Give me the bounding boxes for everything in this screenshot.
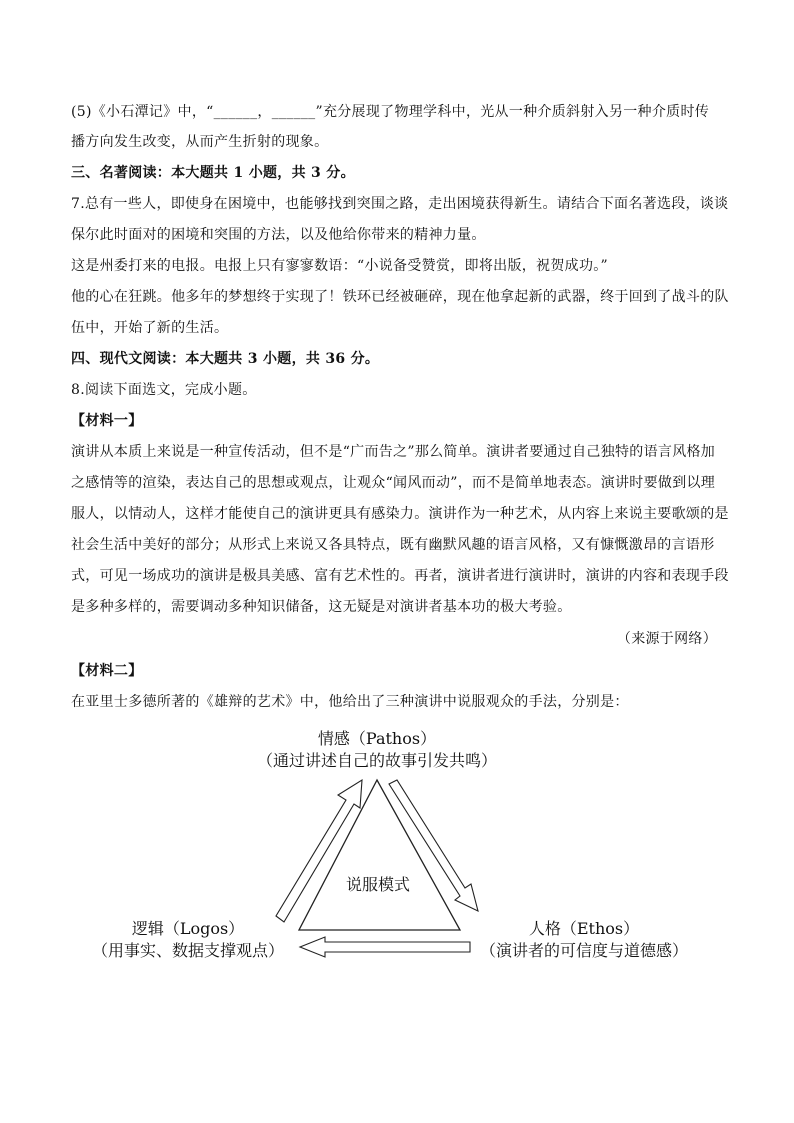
question-8-intro: 8.阅读下面选文，完成小题。 [71,382,257,398]
material-1-line: 社会生活中美好的部分；从形式上来说又各具特点，既有幽默风趣的语言风格，又有慷慨激昂的言语形 [71,537,715,553]
section-3-heading: 三、名著阅读：本大题共 1 小题，共 3 分。 [71,165,355,181]
material-1-line: 是多种多样的，需要调动多种知识储备，这无疑是对演讲者基本功的极大考验。 [71,599,572,615]
arrow-right-to-left [300,937,470,957]
node-top-desc: （通过讲述自己的故事引发共鸣） [256,751,498,770]
node-left-label: 逻辑（Logos） [131,919,245,938]
persuasion-model-diagram [0,720,794,980]
question-7-excerpt-line-1: 这是州委打来的电报。电报上只有寥寥数语：“小说备受赞赏，即将出版，祝贺成功。” [71,258,609,274]
question-7-line-1: 7.总有一些人，即使身在困境中，也能够找到突围之路，走出困境获得新生。请结合下面名著选段，谈谈 [71,196,729,212]
material-1-title: 【材料一】 [71,413,143,429]
node-top-label: 情感（Pathos） [317,729,437,748]
arrow-left-to-top [276,780,362,922]
question-6-5-line-1: (5)《小石潭记》中，“______，______”充分展现了物理学科中，光从一种介质斜射入另一种介质时传 [71,104,710,120]
section-4-heading: 四、现代文阅读：本大题共 3 小题，共 36 分。 [71,351,380,367]
material-1-source: （来源于网络） [616,631,717,647]
node-right-label: 人格（Ethos） [528,919,640,938]
material-1-line: 演讲从本质上来说是一种宣传活动，但不是“广而告之”那么简单。演讲者要通过自己独特的语言风格加 [71,444,716,460]
question-7-line-2: 保尔此时面对的困境和突围的方法，以及他给你带来的精神力量。 [71,227,486,243]
question-7-excerpt-line-2: 他的心在狂跳。他多年的梦想终于实现了！铁环已经被砸碎，现在他拿起新的武器，终于回到了战斗的队 [71,289,729,305]
material-2-intro: 在亚里士多德所著的《雄辩的艺术》中，他给出了三种演讲中说服观众的手法，分别是： [71,694,629,710]
material-1-line: 式，可见一场成功的演讲是极具美感、富有艺术性的。再者，演讲者进行演讲时，演讲的内容和表现手段 [71,568,729,584]
material-2-title: 【材料二】 [71,663,143,679]
node-right-desc: （演讲者的可信度与道德感） [479,941,689,960]
center-label: 说服模式 [345,875,411,894]
material-1-line: 之感情等的渲染，表达自己的思想或观点，让观众“闻风而动”，而不是简单地表态。演讲时要做到以理 [71,475,716,491]
node-left-desc: （用事实、数据支撑观点） [91,941,285,960]
question-6-5-line-2: 播方向发生改变，从而产生折射的现象。 [71,134,329,150]
question-7-excerpt-line-3: 伍中，开始了新的生活。 [71,320,229,336]
material-1-line: 服人，以情动人，这样才能使自己的演讲更具有感染力。演讲作为一种艺术，从内容上来说主要歌颂的是 [71,506,729,522]
